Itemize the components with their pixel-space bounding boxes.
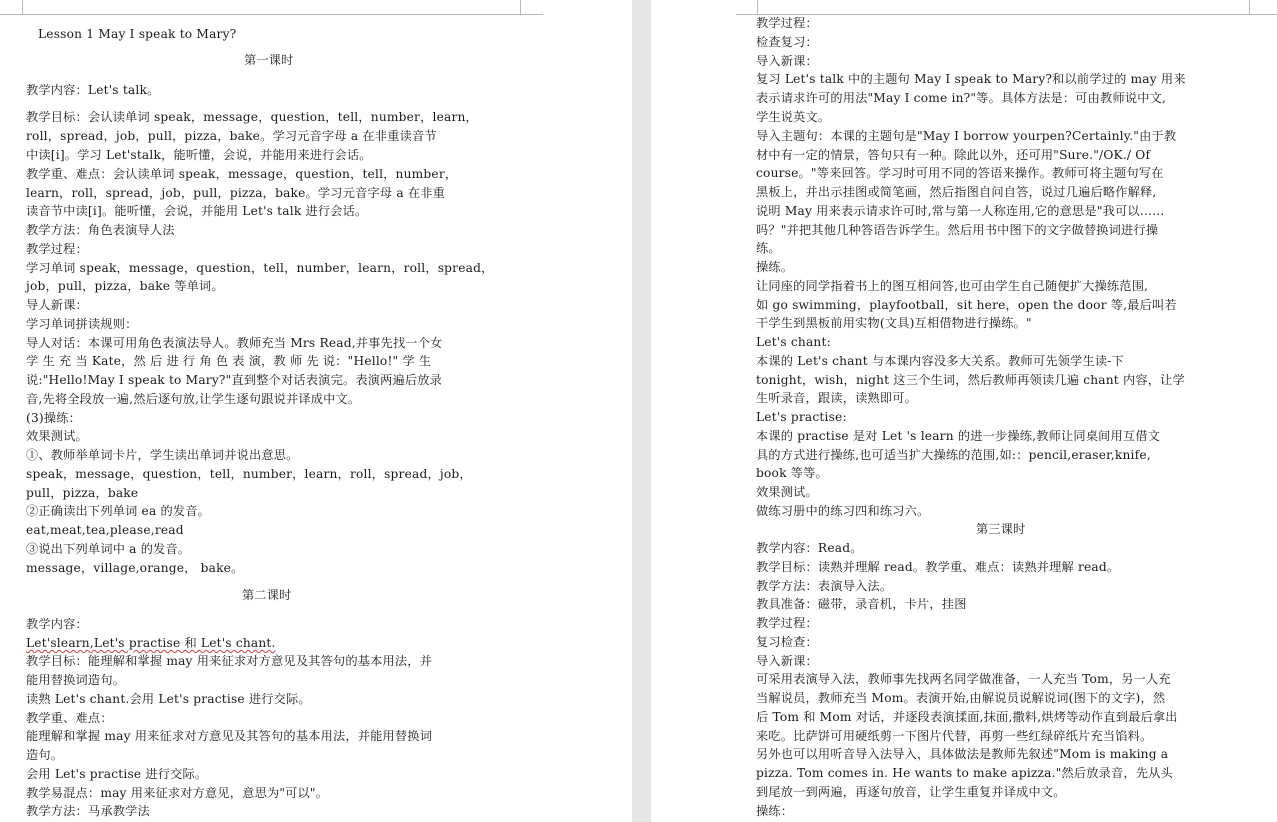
text-line: 生听录音，跟读，读熟即可。 xyxy=(756,391,918,405)
text-line: 教学重、难点：会认读单词 speak，message，question，tell，number， xyxy=(26,167,458,181)
text-line: 干学生到黑板前用实物(文具)互相借物进行操练。" xyxy=(756,316,1032,330)
text-line: pull，pizza，bake xyxy=(26,486,139,500)
text-line: 吗？"并把其他几种答语告诉学生。然后用书中图下的文字做替换词进行操 xyxy=(756,223,1159,237)
margin-corner-mark xyxy=(1249,0,1277,15)
text-line: 导入新课： xyxy=(756,654,818,668)
text-line: pizza. Tom comes in. He wants to make apizza."然后放录音，先从头 xyxy=(756,766,1173,780)
text-line: 操练： xyxy=(756,804,794,818)
text-line: 教学过程： xyxy=(756,16,818,30)
text-line: 可采用表演导入法，教师事先找两名同学做准备，一人充当 Tom，另一人充 xyxy=(756,672,1171,686)
text-line: tonight，wish，night 这三个生词，然后教师再领读几遍 chant 内容，让学 xyxy=(756,373,1185,387)
text-line: Let'slearn,Let's practise 和 Let's chant. xyxy=(26,636,276,650)
text-line: 复习 Let's talk 中的主题句 May I speak to Mary?和以前学过的 may 用来 xyxy=(756,72,1186,86)
text-line: 本课的 Let's chant 与本课内容没多大关系。教师可先领学生读-下 xyxy=(756,354,1124,368)
text-line: 教学方法：表演导入法。 xyxy=(756,579,893,593)
text-line: 教学目标：能理解和掌握 may 用来征求对方意见及其答句的基本用法，并 xyxy=(26,654,433,668)
text-line: job，pull，pizza，bake 等单词。 xyxy=(26,279,224,293)
text-line: Let's chant: xyxy=(756,335,831,349)
header-line xyxy=(22,0,520,15)
text-line: 教学方法：马承教学法 xyxy=(26,804,150,818)
text-line: 效果测试。 xyxy=(26,429,88,443)
lesson-title: Lesson 1 May I speak to Mary? xyxy=(38,27,237,41)
text-line: ②正确读出下列单词 ea 的发音。 xyxy=(26,504,211,518)
section-heading: 第一课时 xyxy=(244,53,294,67)
text-line: ①、教师举单词卡片，学生读出单词并说出意思。 xyxy=(26,448,299,462)
text-line: 学生说英文。 xyxy=(756,110,831,124)
text-line: 本课的 practise 是对 Let 's learn 的进一步操练,教师让同桌间用互借文 xyxy=(756,429,1161,443)
text-line: message，village,orange， bake。 xyxy=(26,561,244,575)
text-line: 会用 Let's practise 进行交际。 xyxy=(26,767,208,781)
text-line: 来吃。比萨饼可用硬纸剪一下图片代替，再剪一些红绿碎纸片充当馅料。 xyxy=(756,729,1153,743)
text-line: 材中有一定的情景，答句只有一种。除此以外，还可用"Sure."/OK./ Of xyxy=(756,148,1151,162)
text-line: 检查复习： xyxy=(756,35,818,49)
text-line: Let's practise: xyxy=(756,410,847,424)
text-line: 操练。 xyxy=(756,260,794,274)
text-line: 教学过程： xyxy=(756,616,818,630)
text-line: 导入新课： xyxy=(756,54,818,68)
text-line: 导人对话：本课可用角色表演法导人。教师充当 Mrs Read,并事先找一个女 xyxy=(26,336,443,350)
text-line: 说:"Hello!May I speak to Mary?"直到整个对话表演完。表演两遍后放录 xyxy=(26,373,443,387)
text-line: 表示请求许可的用法"May I come in?"等。具体方法是：可由教师说中文, xyxy=(756,91,1167,105)
text-line: 练。 xyxy=(756,241,781,255)
text-line: 读音节中读[i]。能听懂，会说，并能用 Let's talk 进行会话。 xyxy=(26,204,368,218)
text-line: 读熟 Let's chant.会用 Let's practise 进行交际。 xyxy=(26,692,311,706)
text-line: 具的方式进行操练,也可适当扩大操练的范围,如:：pencil,eraser,knife, xyxy=(756,448,1151,462)
text-line: 另外也可以用听音导入法导入，具体做法是教师先叙述"Mom is making a xyxy=(756,747,1169,761)
header-line xyxy=(757,0,1249,15)
text-line: 说明 May 用来表示请求许可时,常与第一人称连用,它的意思是"我可以…… xyxy=(756,204,1165,218)
text-line: 教学方法：角色表演导人法 xyxy=(26,223,175,237)
section-heading: 第二课时 xyxy=(242,588,292,602)
text-line: 效果测试。 xyxy=(756,485,818,499)
text-line: 如 go swimming，playfootball，sit here，open the door 等,最后叫若 xyxy=(756,298,1177,312)
text-line: 当解说员，教师充当 Mom。表演开始,由解说员说解说词(图下的文字)，然 xyxy=(756,691,1166,705)
text-line: 音,先将全段放一遍,然后逐句放,让学生逐句跟说并译成中文。 xyxy=(26,392,361,406)
document-page-right xyxy=(651,0,1277,822)
margin-corner-mark xyxy=(520,0,543,15)
margin-corner-mark xyxy=(0,0,23,15)
text-line: 教学易混点：may 用来征求对方意见，意思为"可以"。 xyxy=(26,786,329,800)
text-line: ③说出下列单词中 a 的发音。 xyxy=(26,542,191,556)
text-line: 教学目标：读熟并理解 read。教学重、难点：读熟并理解 read。 xyxy=(756,560,1120,574)
text-line: 能理解和掌握 may 用来征求对方意见及其答句的基本用法，并能用替换词 xyxy=(26,729,433,743)
text-line: course。"等来回答。学习时可用不同的答语来操作。教师可将主题句写在 xyxy=(756,166,1164,180)
text-line: roll，spread，job，pull，pizza，bake。学习元音字母 a 在非重读音节 xyxy=(26,129,437,143)
text-line: 教学内容：Read。 xyxy=(756,541,863,555)
text-line: speak，message，question，tell，number，learn，roll，spread，job， xyxy=(26,467,472,481)
document-page-left xyxy=(0,0,632,822)
text-line: learn，roll，spread，job，pull，pizza，bake。学习元音字母 a 在非重 xyxy=(26,186,446,200)
text-line: 教学目标：会认读单词 speak，message，question，tell，number，learn， xyxy=(26,110,478,124)
text-line: 学 生 充 当 Kate，然 后 进 行 角 色 表 演，教 师 先 说："Hello!" 学 生 xyxy=(26,354,432,368)
text-line: 教学过程： xyxy=(26,242,88,256)
text-line: 导人新课： xyxy=(26,298,88,312)
text-line: 教学内容：Let's talk。 xyxy=(26,83,160,97)
text-line: 学习单词拼读规则： xyxy=(26,317,138,331)
text-line: eat,meat,tea,please,read xyxy=(26,523,184,537)
text-line: 做练习册中的练习四和练习六。 xyxy=(756,504,930,518)
text-line: 后 Tom 和 Mom 对话，并逐段表演揉面,抹面,撒料,烘烤等动作直到最后拿出 xyxy=(756,710,1178,724)
text-line: book 等等。 xyxy=(756,466,828,480)
text-line: 教学重、难点： xyxy=(26,711,113,725)
margin-corner-mark xyxy=(736,0,758,15)
text-line: 教具准备：磁带，录音机，卡片，挂图 xyxy=(756,597,967,611)
text-line: 让同座的同学指着书上的图互相问答,也可由学生自己随便扩大操练范围, xyxy=(756,279,1149,293)
section-heading: 第三课时 xyxy=(976,522,1026,536)
text-line: 导入主题句：本课的主题句是"May I borrow yourpen?Certainly."由于教 xyxy=(756,129,1177,143)
text-line: 复习检查： xyxy=(756,635,818,649)
text-line: (3)操练： xyxy=(26,411,82,425)
text-line: 到尾放一到两遍，再逐句放音，让学生重复并译成中文。 xyxy=(756,785,1066,799)
text-line: 中读[i]。学习 Let'stalk，能听懂，会说，并能用来进行会话。 xyxy=(26,148,372,162)
text-line: 教学内容： xyxy=(26,617,88,631)
text-line: 学习单词 speak，message，question，tell，number，learn，roll，spread， xyxy=(26,261,494,275)
text-line: 能用替换词造句。 xyxy=(26,673,126,687)
text-line: 造句。 xyxy=(26,748,64,762)
text-line: 黑板上，并出示挂图或简笔画，然后指图自问自答，说过几遍后略作解释, xyxy=(756,185,1157,199)
